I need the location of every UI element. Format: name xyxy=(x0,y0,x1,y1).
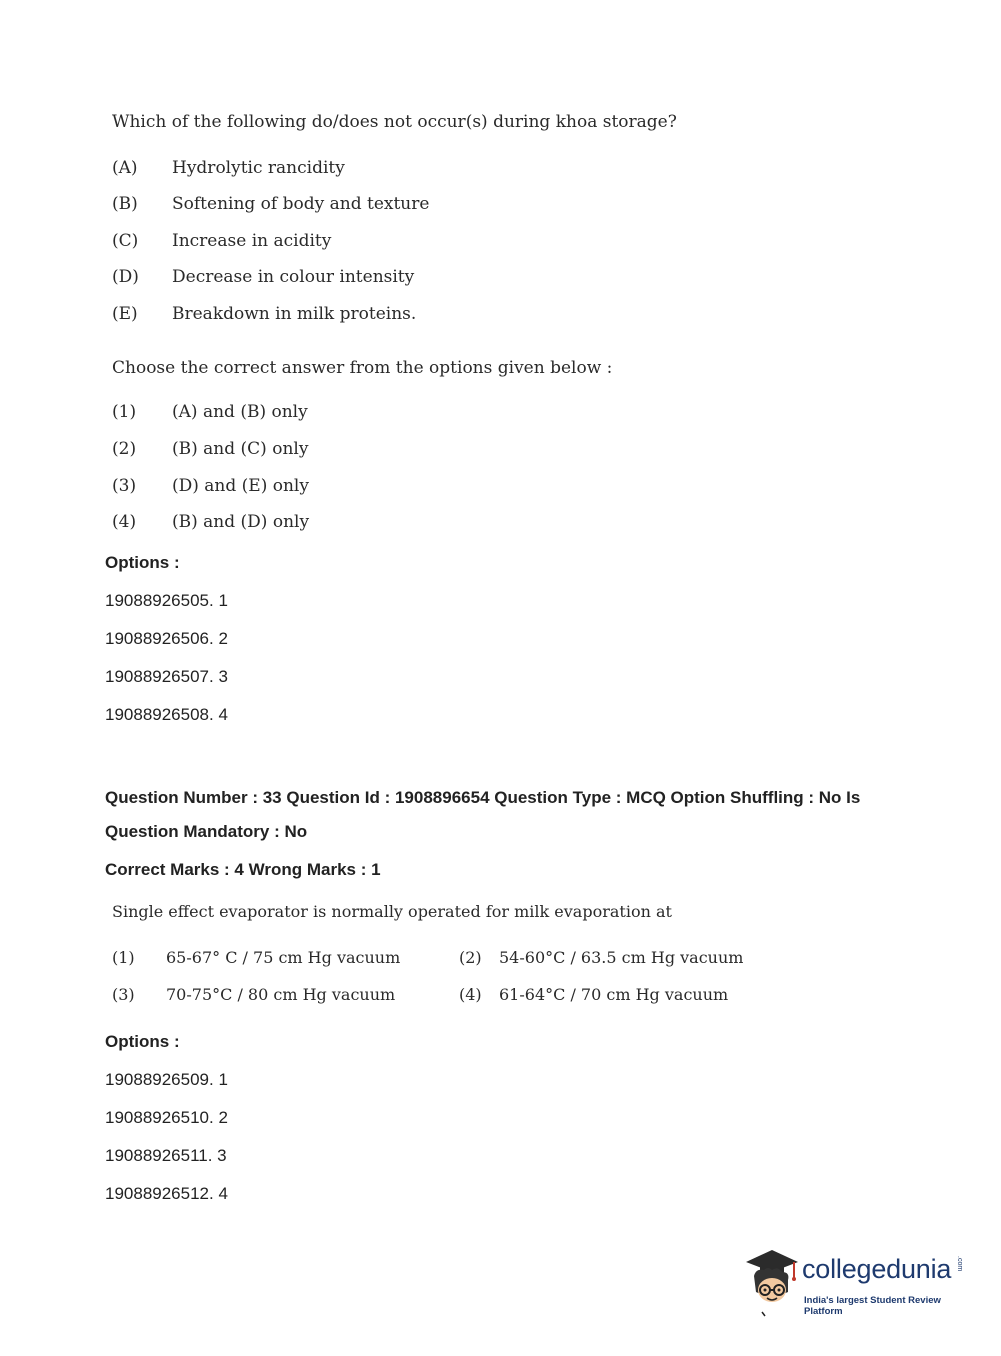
choice-text: (B) and (D) only xyxy=(172,512,310,532)
statement-text: Decrease in colour intensity xyxy=(172,267,415,287)
options-heading: Options : xyxy=(105,1032,180,1051)
mascot-icon xyxy=(742,1248,802,1318)
option-id: 19088926509. 1 xyxy=(105,1070,228,1089)
option-id: 19088926510. 2 xyxy=(105,1108,228,1127)
collegedunia-logo[interactable] xyxy=(742,1248,972,1318)
statement-label: (E) xyxy=(112,304,138,324)
choice-text: 70-75°C / 80 cm Hg vacuum xyxy=(166,985,396,1004)
statement-label: (C) xyxy=(112,231,139,251)
statement-text: Softening of body and texture xyxy=(172,194,430,214)
choice-text: 54-60°C / 63.5 cm Hg vacuum xyxy=(499,948,744,967)
choice-label: (3) xyxy=(112,476,137,496)
choice-label: (3) xyxy=(112,985,135,1004)
logo-wordmark: collegedunia xyxy=(802,1254,952,1284)
statement-text: Hydrolytic rancidity xyxy=(172,158,345,178)
choice-label: (4) xyxy=(459,985,482,1004)
option-id: 19088926511. 3 xyxy=(105,1146,227,1165)
choice-text: (A) and (B) only xyxy=(172,402,308,422)
logo-tagline: India's largest Student Review Platform xyxy=(804,1295,941,1317)
logo-suffix: .com xyxy=(956,1256,963,1272)
choice-text: (B) and (C) only xyxy=(172,439,309,459)
choice-label: (2) xyxy=(112,439,137,459)
option-id: 19088926505. 1 xyxy=(105,591,228,610)
choice-label: (1) xyxy=(112,948,135,967)
choice-label: (1) xyxy=(112,402,137,422)
choice-text: 65-67° C / 75 cm Hg vacuum xyxy=(166,948,401,967)
option-id: 19088926507. 3 xyxy=(105,667,228,686)
instruction-text: Choose the correct answer from the options given below : xyxy=(112,358,613,378)
question-meta: Question Number : 33 Question Id : 1908896654 Question Type : MCQ Option Shuffling : No Is xyxy=(105,788,861,807)
question-mandatory: Question Mandatory : No xyxy=(105,822,308,841)
choice-text: 61-64°C / 70 cm Hg vacuum xyxy=(499,985,729,1004)
question-stem: Which of the following do/does not occur(s) during khoa storage? xyxy=(112,112,677,132)
option-id: 19088926512. 4 xyxy=(105,1184,228,1203)
option-id: 19088926506. 2 xyxy=(105,629,228,648)
option-id: 19088926508. 4 xyxy=(105,705,228,724)
statement-label: (A) xyxy=(112,158,138,178)
options-heading: Options : xyxy=(105,553,180,572)
choice-label: (4) xyxy=(112,512,137,532)
question-marks: Correct Marks : 4 Wrong Marks : 1 xyxy=(105,860,381,879)
statement-label: (D) xyxy=(112,267,139,287)
choice-text: (D) and (E) only xyxy=(172,476,309,496)
question-stem: Single effect evaporator is normally operated for milk evaporation at xyxy=(112,902,672,921)
statement-text: Increase in acidity xyxy=(172,231,332,251)
choice-label: (2) xyxy=(459,948,482,967)
statement-label: (B) xyxy=(112,194,138,214)
statement-text: Breakdown in milk proteins. xyxy=(172,304,417,324)
